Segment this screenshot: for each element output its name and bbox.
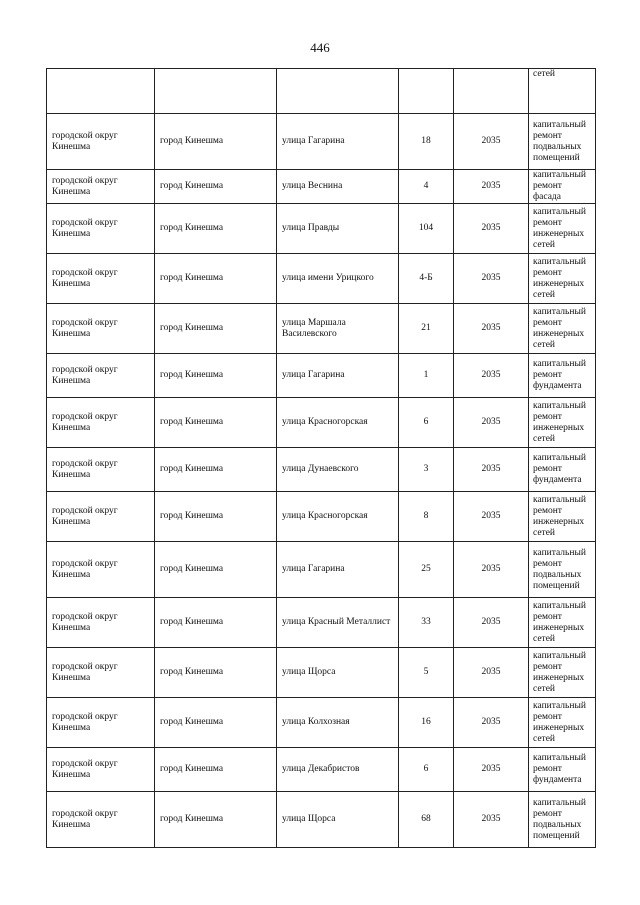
street-cell: улица имени Урицкого <box>277 254 399 304</box>
municipality-cell: городской округ Кинешма <box>47 698 155 748</box>
house-number-cell: 6 <box>399 398 454 448</box>
settlement-cell: город Кинешма <box>155 492 277 542</box>
municipality-cell: городской округ Кинешма <box>47 448 155 492</box>
year-cell: 2035 <box>454 748 529 792</box>
house-number-cell: 21 <box>399 304 454 354</box>
municipality-cell <box>47 69 155 114</box>
year-cell: 2035 <box>454 204 529 254</box>
table-row <box>47 398 596 448</box>
table-row <box>47 792 596 848</box>
year-cell: 2035 <box>454 354 529 398</box>
street-cell: улица Веснина <box>277 170 399 204</box>
house-number-cell: 5 <box>399 648 454 698</box>
table-row <box>47 542 596 598</box>
continuation-row <box>47 69 596 114</box>
work-type-cell: капитальный ремонт инженерных сетей <box>529 648 596 698</box>
settlement-cell <box>155 69 277 114</box>
municipality-cell: городской округ Кинешма <box>47 648 155 698</box>
work-type-cell: сетей <box>529 69 596 114</box>
street-cell: улица Красный Металлист <box>277 598 399 648</box>
house-number-cell: 16 <box>399 698 454 748</box>
year-cell: 2035 <box>454 542 529 598</box>
table-row <box>47 354 596 398</box>
year-cell: 2035 <box>454 448 529 492</box>
municipality-cell: городской округ Кинешма <box>47 748 155 792</box>
settlement-cell: город Кинешма <box>155 114 277 170</box>
house-number-cell: 104 <box>399 204 454 254</box>
settlement-cell: город Кинешма <box>155 204 277 254</box>
table-row <box>47 748 596 792</box>
work-type-cell: капитальный ремонт фундамента <box>529 354 596 398</box>
street-cell: улица Колхозная <box>277 698 399 748</box>
settlement-cell: город Кинешма <box>155 698 277 748</box>
table-body <box>47 69 596 848</box>
year-cell: 2035 <box>454 792 529 848</box>
settlement-cell: город Кинешма <box>155 354 277 398</box>
work-type-cell: капитальный ремонт инженерных сетей <box>529 304 596 354</box>
house-number-cell: 3 <box>399 448 454 492</box>
work-type-cell: капитальный ремонт инженерных сетей <box>529 698 596 748</box>
municipality-cell: городской округ Кинешма <box>47 792 155 848</box>
year-cell: 2035 <box>454 170 529 204</box>
street-cell <box>277 69 399 114</box>
municipality-cell: городской округ Кинешма <box>47 398 155 448</box>
street-cell: улица Декабристов <box>277 748 399 792</box>
settlement-cell: город Кинешма <box>155 398 277 448</box>
table-row <box>47 648 596 698</box>
year-cell: 2035 <box>454 114 529 170</box>
street-cell: улица Дунаевского <box>277 448 399 492</box>
street-cell: улица Красногорская <box>277 492 399 542</box>
street-cell: улица Правды <box>277 204 399 254</box>
street-cell: улица Маршала Василевского <box>277 304 399 354</box>
year-cell: 2035 <box>454 492 529 542</box>
work-type-cell: капитальный ремонт подвальных помещений <box>529 792 596 848</box>
year-cell: 2035 <box>454 648 529 698</box>
house-number-cell: 4-Б <box>399 254 454 304</box>
year-cell: 2035 <box>454 698 529 748</box>
settlement-cell: город Кинешма <box>155 254 277 304</box>
municipality-cell: городской округ Кинешма <box>47 114 155 170</box>
house-number-cell: 68 <box>399 792 454 848</box>
work-type-cell: капитальный ремонт фундамента <box>529 748 596 792</box>
municipality-cell: городской округ Кинешма <box>47 354 155 398</box>
street-cell: улица Красногорская <box>277 398 399 448</box>
municipality-cell: городской округ Кинешма <box>47 304 155 354</box>
settlement-cell: город Кинешма <box>155 170 277 204</box>
table-row <box>47 492 596 542</box>
settlement-cell: город Кинешма <box>155 542 277 598</box>
street-cell: улица Гагарина <box>277 114 399 170</box>
house-number-cell: 4 <box>399 170 454 204</box>
year-cell <box>454 69 529 114</box>
year-cell: 2035 <box>454 398 529 448</box>
work-type-cell: капитальный ремонт инженерных сетей <box>529 398 596 448</box>
table-row <box>47 170 596 204</box>
repair-registry-table <box>46 68 596 848</box>
street-cell: улица Щорса <box>277 648 399 698</box>
municipality-cell: городской округ Кинешма <box>47 598 155 648</box>
settlement-cell: город Кинешма <box>155 648 277 698</box>
municipality-cell: городской округ Кинешма <box>47 170 155 204</box>
work-type-cell: капитальный ремонт инженерных сетей <box>529 254 596 304</box>
year-cell: 2035 <box>454 598 529 648</box>
work-type-cell: капитальный ремонт инженерных сетей <box>529 492 596 542</box>
table-row <box>47 698 596 748</box>
work-type-cell: капитальный ремонт подвальных помещений <box>529 542 596 598</box>
table-row <box>47 304 596 354</box>
house-number-cell: 1 <box>399 354 454 398</box>
house-number-cell: 18 <box>399 114 454 170</box>
table-row <box>47 254 596 304</box>
year-cell: 2035 <box>454 304 529 354</box>
table-row <box>47 448 596 492</box>
work-type-cell: капитальный ремонт фасада <box>529 170 596 204</box>
municipality-cell: городской округ Кинешма <box>47 492 155 542</box>
street-cell: улица Щорса <box>277 792 399 848</box>
settlement-cell: город Кинешма <box>155 792 277 848</box>
work-type-cell: капитальный ремонт инженерных сетей <box>529 598 596 648</box>
house-number-cell <box>399 69 454 114</box>
settlement-cell: город Кинешма <box>155 748 277 792</box>
work-type-cell: капитальный ремонт подвальных помещений <box>529 114 596 170</box>
house-number-cell: 8 <box>399 492 454 542</box>
settlement-cell: город Кинешма <box>155 598 277 648</box>
house-number-cell: 33 <box>399 598 454 648</box>
work-type-cell: капитальный ремонт инженерных сетей <box>529 204 596 254</box>
municipality-cell: городской округ Кинешма <box>47 254 155 304</box>
municipality-cell: городской округ Кинешма <box>47 542 155 598</box>
work-type-cell: капитальный ремонт фундамента <box>529 448 596 492</box>
municipality-cell: городской округ Кинешма <box>47 204 155 254</box>
page-number: 446 <box>310 40 330 55</box>
street-cell: улица Гагарина <box>277 542 399 598</box>
table-row <box>47 204 596 254</box>
street-cell: улица Гагарина <box>277 354 399 398</box>
year-cell: 2035 <box>454 254 529 304</box>
settlement-cell: город Кинешма <box>155 304 277 354</box>
table-row <box>47 114 596 170</box>
house-number-cell: 6 <box>399 748 454 792</box>
table-row <box>47 598 596 648</box>
house-number-cell: 25 <box>399 542 454 598</box>
settlement-cell: город Кинешма <box>155 448 277 492</box>
